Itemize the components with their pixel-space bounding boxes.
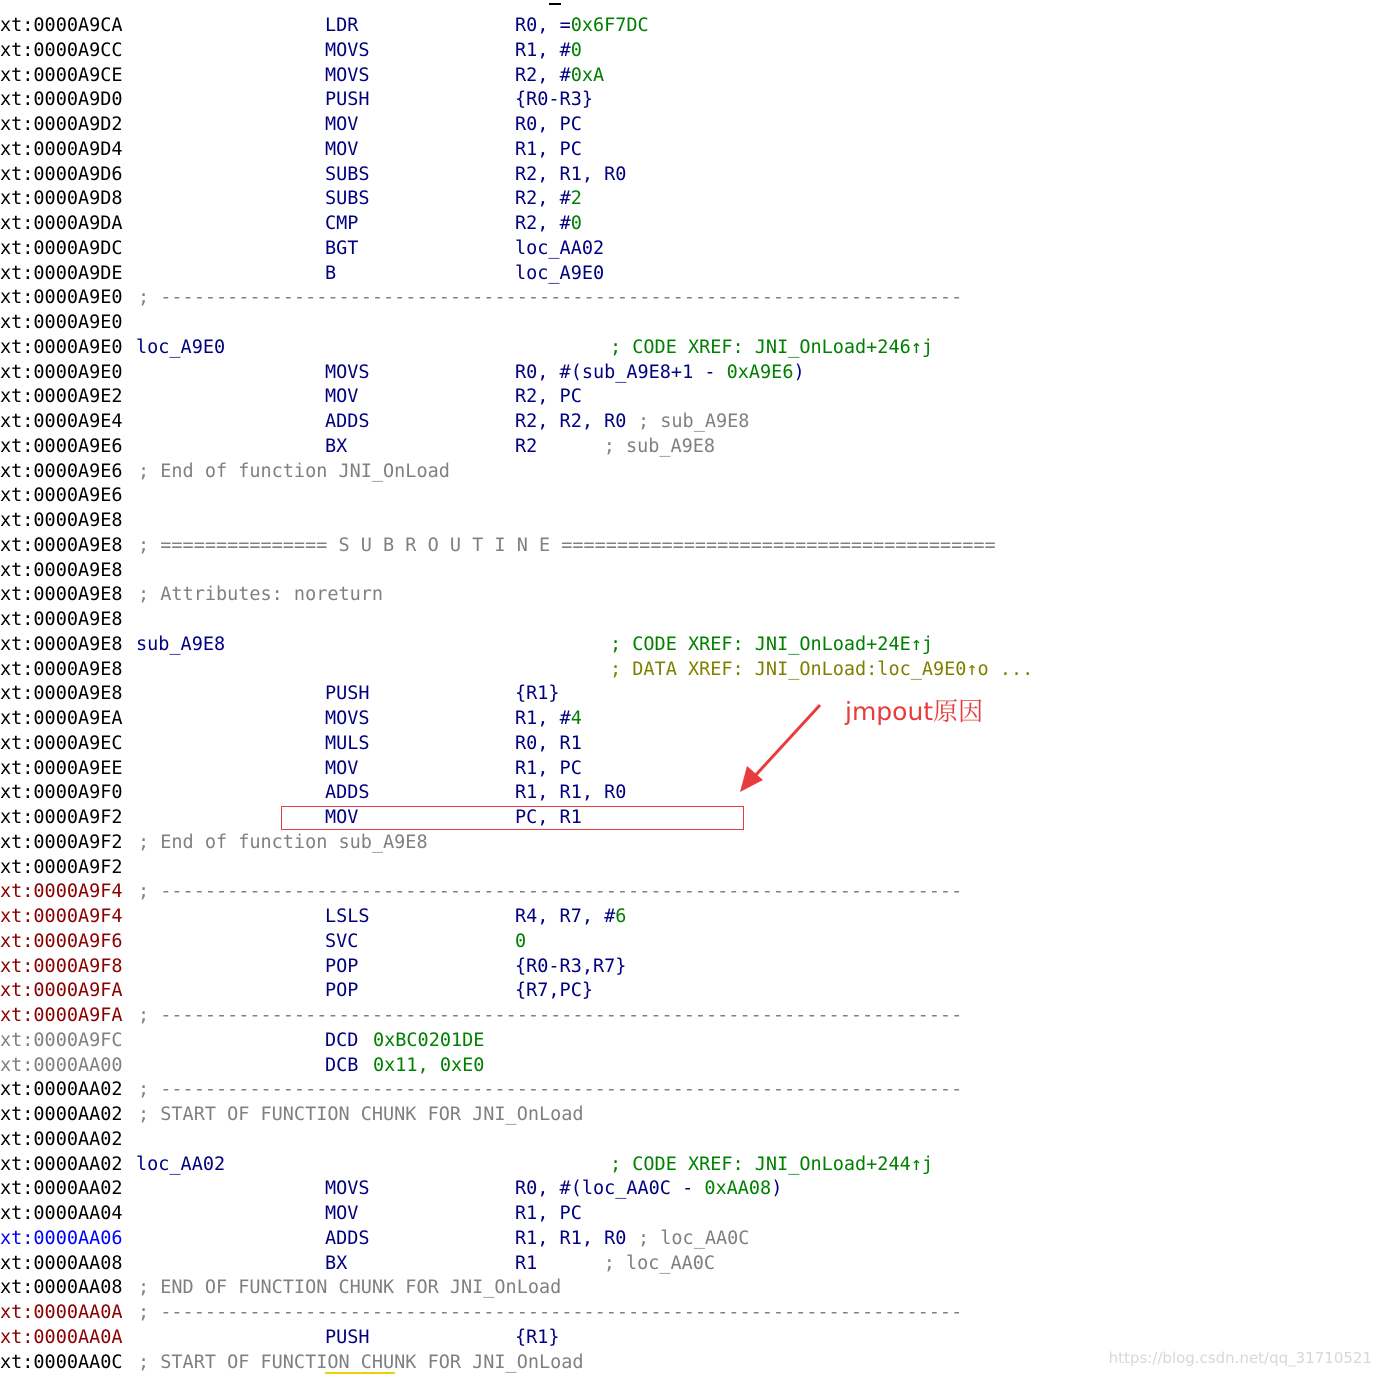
instruction-mnemonic: MOVS — [325, 361, 370, 383]
line-address: xt:0000A9F0 — [0, 782, 123, 804]
listing-line[interactable] — [0, 509, 1380, 534]
listing-line[interactable] — [0, 1029, 1380, 1054]
instruction-operand[interactable]: {R7,PC} — [515, 980, 593, 1002]
line-address: xt:0000AA0C — [0, 1351, 123, 1373]
line-address: xt:0000A9EA — [0, 708, 123, 729]
line-comment: ; ------------------------------------------------------------------------ — [138, 1079, 963, 1101]
instruction-mnemonic: SVC — [325, 930, 359, 952]
line-address: xt:0000A9E8 — [0, 510, 123, 531]
line-address: xt:0000A9F4 — [0, 906, 123, 927]
code-label[interactable]: sub_A9E8 — [136, 633, 226, 655]
disassembly-listing[interactable] — [0, 14, 1380, 1375]
instruction-operand[interactable]: R0, PC — [515, 114, 582, 135]
line-comment: ; loc_AA0C — [638, 1227, 750, 1249]
line-address: xt:0000A9FA — [0, 1005, 123, 1026]
instruction-mnemonic: MULS — [325, 732, 370, 754]
instruction-operand[interactable]: R1, R1, R0 — [515, 782, 627, 804]
instruction-operand[interactable]: R2, #2 — [515, 188, 582, 210]
instruction-mnemonic: MOV — [325, 807, 359, 828]
listing-line[interactable] — [0, 633, 1380, 658]
line-comment: ; End of function JNI_OnLoad — [138, 460, 450, 482]
listing-line[interactable] — [0, 262, 1380, 287]
line-comment: ; ------------------------------------------------------------------------ — [138, 881, 963, 903]
listing-line[interactable] — [0, 286, 1380, 311]
instruction-mnemonic: BX — [325, 1252, 348, 1274]
instruction-mnemonic: LSLS — [325, 906, 370, 927]
instruction-operand[interactable]: R1, #0 — [515, 39, 582, 61]
instruction-mnemonic: DCB — [325, 1054, 359, 1076]
instruction-mnemonic: PUSH — [325, 89, 370, 111]
line-address: xt:0000AA00 — [0, 1054, 123, 1076]
line-comment: ; sub_A9E8 — [638, 411, 750, 432]
line-address: xt:0000A9D8 — [0, 188, 123, 210]
instruction-mnemonic: MOVS — [325, 39, 370, 61]
listing-line[interactable] — [0, 1276, 1380, 1301]
listing-line[interactable] — [0, 64, 1380, 89]
listing-line[interactable] — [0, 1202, 1380, 1227]
listing-line[interactable] — [0, 757, 1380, 782]
instruction-mnemonic: MOV — [325, 386, 359, 408]
line-address: xt:0000A9E6 — [0, 485, 123, 507]
instruction-mnemonic: MOV — [325, 1203, 359, 1224]
listing-line[interactable] — [0, 237, 1380, 262]
line-address: xt:0000A9E4 — [0, 411, 123, 432]
line-address: xt:0000A9D0 — [0, 89, 123, 111]
instruction-operand[interactable]: R2, #0 — [515, 213, 582, 234]
instruction-operand[interactable]: R2, R1, R0 — [515, 163, 627, 185]
listing-line[interactable] — [0, 559, 1380, 584]
instruction-mnemonic: POP — [325, 955, 359, 977]
instruction-operand[interactable]: 0x11, 0xE0 — [373, 1054, 485, 1076]
instruction-mnemonic: MOV — [325, 114, 359, 135]
instruction-operand[interactable]: R0, #(loc_AA0C - 0xAA08) — [515, 1178, 783, 1200]
instruction-mnemonic: ADDS — [325, 411, 370, 432]
code-xref[interactable]: ; CODE XREF: JNI_OnLoad+24E↑j — [610, 633, 934, 655]
line-address: xt:0000A9E0 — [0, 287, 123, 309]
line-address: xt:0000A9E0 — [0, 336, 123, 358]
listing-line[interactable] — [0, 1326, 1380, 1351]
line-address: xt:0000AA08 — [0, 1277, 123, 1299]
listing-line[interactable] — [0, 336, 1380, 361]
instruction-operand[interactable]: 0xBC0201DE — [373, 1029, 485, 1051]
listing-line[interactable] — [0, 732, 1380, 757]
instruction-operand[interactable]: PC, R1 — [515, 807, 582, 828]
listing-line[interactable] — [0, 856, 1380, 881]
listing-line[interactable] — [0, 658, 1380, 683]
listing-line[interactable] — [0, 1252, 1380, 1277]
instruction-operand[interactable]: {R1} — [515, 1326, 560, 1348]
instruction-operand[interactable]: R2, R2, R0 — [515, 411, 627, 432]
instruction-operand[interactable]: R1, R1, R0 — [515, 1227, 627, 1249]
code-label[interactable]: loc_AA02 — [136, 1153, 226, 1175]
listing-line[interactable] — [0, 1227, 1380, 1252]
line-address: xt:0000AA08 — [0, 1252, 123, 1274]
line-comment: ; Attributes: noreturn — [138, 584, 384, 606]
line-comment: ; ------------------------------------------------------------------------ — [138, 1005, 963, 1026]
line-address: xt:0000A9E6 — [0, 460, 123, 482]
instruction-operand[interactable]: R1, PC — [515, 138, 582, 160]
listing-line[interactable] — [0, 361, 1380, 386]
line-comment: ; END OF FUNCTION CHUNK FOR JNI_OnLoad — [138, 1277, 562, 1299]
line-address: xt:0000A9E8 — [0, 584, 123, 606]
instruction-operand[interactable]: R4, R7, #6 — [515, 906, 627, 927]
line-comment: ; START OF FUNCTION CHUNK FOR JNI_OnLoad — [138, 1351, 584, 1373]
line-address: xt:0000A9DE — [0, 262, 123, 284]
instruction-mnemonic: B — [325, 262, 337, 284]
line-comment: ; ------------------------------------------------------------------------ — [138, 1302, 963, 1323]
annotation-arrow-icon — [735, 700, 830, 795]
listing-line[interactable] — [0, 88, 1380, 113]
instruction-operand[interactable]: R1, PC — [515, 757, 582, 779]
watermark: https://blog.csdn.net/qq_31710521 — [1108, 1349, 1372, 1367]
listing-line[interactable] — [0, 113, 1380, 138]
line-comment: ; ------------------------------------------------------------------------ — [138, 287, 963, 309]
line-address: xt:0000AA06 — [0, 1227, 123, 1249]
line-address: xt:0000A9DA — [0, 213, 123, 234]
code-xref[interactable]: ; CODE XREF: JNI_OnLoad+246↑j — [610, 336, 934, 358]
instruction-mnemonic: MOV — [325, 757, 359, 779]
instruction-operand[interactable]: R0, #(sub_A9E8+1 - 0xA9E6) — [515, 361, 805, 383]
listing-line[interactable] — [0, 930, 1380, 955]
instruction-mnemonic: MOV — [325, 138, 359, 160]
line-address: xt:0000A9F8 — [0, 955, 123, 977]
instruction-mnemonic: SUBS — [325, 188, 370, 210]
line-address: xt:0000A9F2 — [0, 856, 123, 878]
listing-line[interactable] — [0, 212, 1380, 237]
line-comment: ; =============== S U B R O U T I N E ======================================= — [138, 534, 996, 556]
instruction-operand[interactable]: loc_AA02 — [515, 237, 605, 259]
line-comment: ; loc_AA0C — [548, 1252, 716, 1274]
instruction-mnemonic: SUBS — [325, 163, 370, 185]
instruction-mnemonic: ADDS — [325, 1227, 370, 1249]
line-address: xt:0000A9D2 — [0, 114, 123, 135]
listing-line[interactable] — [0, 682, 1380, 707]
listing-line[interactable] — [0, 1054, 1380, 1079]
listing-line[interactable] — [0, 1103, 1380, 1128]
line-address: xt:0000A9E0 — [0, 312, 123, 333]
listing-line[interactable] — [0, 1128, 1380, 1153]
listing-line[interactable] — [0, 311, 1380, 336]
line-address: xt:0000A9EE — [0, 757, 123, 779]
instruction-mnemonic: POP — [325, 980, 359, 1002]
listing-line[interactable] — [0, 1078, 1380, 1103]
listing-line[interactable] — [0, 39, 1380, 64]
line-address: xt:0000A9CE — [0, 64, 123, 86]
line-address: xt:0000A9F4 — [0, 881, 123, 903]
line-address: xt:0000A9FC — [0, 1029, 123, 1051]
line-address: xt:0000AA02 — [0, 1178, 123, 1200]
cursor-mark — [549, 3, 561, 5]
instruction-operand[interactable]: R0, R1 — [515, 732, 582, 754]
line-address: xt:0000A9E8 — [0, 658, 123, 680]
instruction-operand[interactable]: 0 — [515, 930, 527, 952]
listing-line[interactable] — [0, 460, 1380, 485]
instruction-mnemonic: CMP — [325, 213, 359, 234]
line-address: xt:0000AA02 — [0, 1079, 123, 1101]
listing-line[interactable] — [0, 583, 1380, 608]
listing-line[interactable] — [0, 1177, 1380, 1202]
listing-line[interactable] — [0, 484, 1380, 509]
listing-line[interactable] — [0, 163, 1380, 188]
listing-line[interactable] — [0, 534, 1380, 559]
line-address: xt:0000A9E8 — [0, 534, 123, 556]
line-address: xt:0000A9E8 — [0, 559, 123, 581]
line-address: xt:0000A9E6 — [0, 435, 123, 457]
instruction-mnemonic: PUSH — [325, 683, 370, 705]
listing-line[interactable] — [0, 1004, 1380, 1029]
listing-line[interactable] — [0, 187, 1380, 212]
instruction-operand[interactable]: {R0-R3} — [515, 89, 593, 111]
instruction-operand[interactable]: R0, =0x6F7DC — [515, 15, 649, 36]
instruction-mnemonic: LDR — [325, 15, 359, 36]
instruction-mnemonic: MOVS — [325, 708, 370, 729]
line-address: xt:0000A9EC — [0, 732, 123, 754]
line-address: xt:0000A9DC — [0, 237, 123, 259]
instruction-operand[interactable]: {R1} — [515, 683, 560, 705]
instruction-mnemonic: BGT — [325, 237, 359, 259]
line-address: xt:0000A9F6 — [0, 930, 123, 952]
line-address: xt:0000A9FA — [0, 980, 123, 1002]
instruction-operand[interactable]: R1, #4 — [515, 708, 582, 729]
line-address: xt:0000AA04 — [0, 1203, 123, 1224]
line-address: xt:0000A9E8 — [0, 683, 123, 705]
instruction-mnemonic: DCD — [325, 1029, 359, 1051]
listing-line[interactable] — [0, 831, 1380, 856]
listing-line[interactable] — [0, 410, 1380, 435]
code-xref[interactable]: ; CODE XREF: JNI_OnLoad+244↑j — [610, 1153, 934, 1175]
listing-line[interactable] — [0, 781, 1380, 806]
line-address: xt:0000AA02 — [0, 1104, 123, 1125]
line-address: xt:0000A9F2 — [0, 831, 123, 853]
listing-line[interactable] — [0, 979, 1380, 1004]
listing-line[interactable] — [0, 608, 1380, 633]
listing-line[interactable] — [0, 707, 1380, 732]
annotation-label: jmpout原因 — [845, 697, 984, 726]
data-xref[interactable]: ; DATA XREF: JNI_OnLoad:loc_A9E0↑o ... — [610, 658, 1034, 680]
line-address: xt:0000A9CC — [0, 39, 123, 61]
instruction-operand[interactable]: {R0-R3,R7} — [515, 955, 627, 977]
instruction-operand[interactable]: R1 — [515, 1252, 538, 1274]
line-comment: ; START OF FUNCTION CHUNK FOR JNI_OnLoad — [138, 1104, 584, 1125]
listing-line[interactable] — [0, 435, 1380, 460]
listing-line[interactable] — [0, 1301, 1380, 1326]
listing-line[interactable] — [0, 138, 1380, 163]
instruction-mnemonic: MOVS — [325, 64, 370, 86]
cursor-underline — [325, 1372, 395, 1374]
listing-line[interactable] — [0, 955, 1380, 980]
line-address: xt:0000AA02 — [0, 1128, 123, 1150]
instruction-operand[interactable]: R2, #0xA — [515, 64, 605, 86]
instruction-operand[interactable]: R2, PC — [515, 386, 582, 408]
listing-line[interactable] — [0, 1153, 1380, 1178]
line-comment: ; sub_A9E8 — [548, 435, 716, 457]
line-address: xt:0000A9E0 — [0, 361, 123, 383]
instruction-mnemonic: PUSH — [325, 1326, 370, 1348]
line-address: xt:0000A9CA — [0, 15, 123, 36]
line-address: xt:0000A9F2 — [0, 807, 123, 828]
instruction-mnemonic: ADDS — [325, 782, 370, 804]
line-address: xt:0000AA0A — [0, 1326, 123, 1348]
code-label[interactable]: loc_A9E0 — [136, 336, 226, 358]
listing-line[interactable] — [0, 905, 1380, 930]
listing-line[interactable] — [0, 880, 1380, 905]
listing-line[interactable] — [0, 14, 1380, 39]
line-address: xt:0000A9E2 — [0, 386, 123, 408]
instruction-mnemonic: MOVS — [325, 1178, 370, 1200]
line-address: xt:0000A9E8 — [0, 633, 123, 655]
line-comment: ; End of function sub_A9E8 — [138, 831, 428, 853]
instruction-operand[interactable]: R1, PC — [515, 1203, 582, 1224]
line-address: xt:0000AA0A — [0, 1302, 123, 1323]
instruction-operand[interactable]: R2 — [515, 435, 538, 457]
highlight-box — [281, 806, 744, 830]
instruction-mnemonic: BX — [325, 435, 348, 457]
line-address: xt:0000AA02 — [0, 1153, 123, 1175]
line-address: xt:0000A9D4 — [0, 138, 123, 160]
listing-line[interactable] — [0, 385, 1380, 410]
line-address: xt:0000A9E8 — [0, 609, 123, 630]
instruction-operand[interactable]: loc_A9E0 — [515, 262, 605, 284]
line-address: xt:0000A9D6 — [0, 163, 123, 185]
